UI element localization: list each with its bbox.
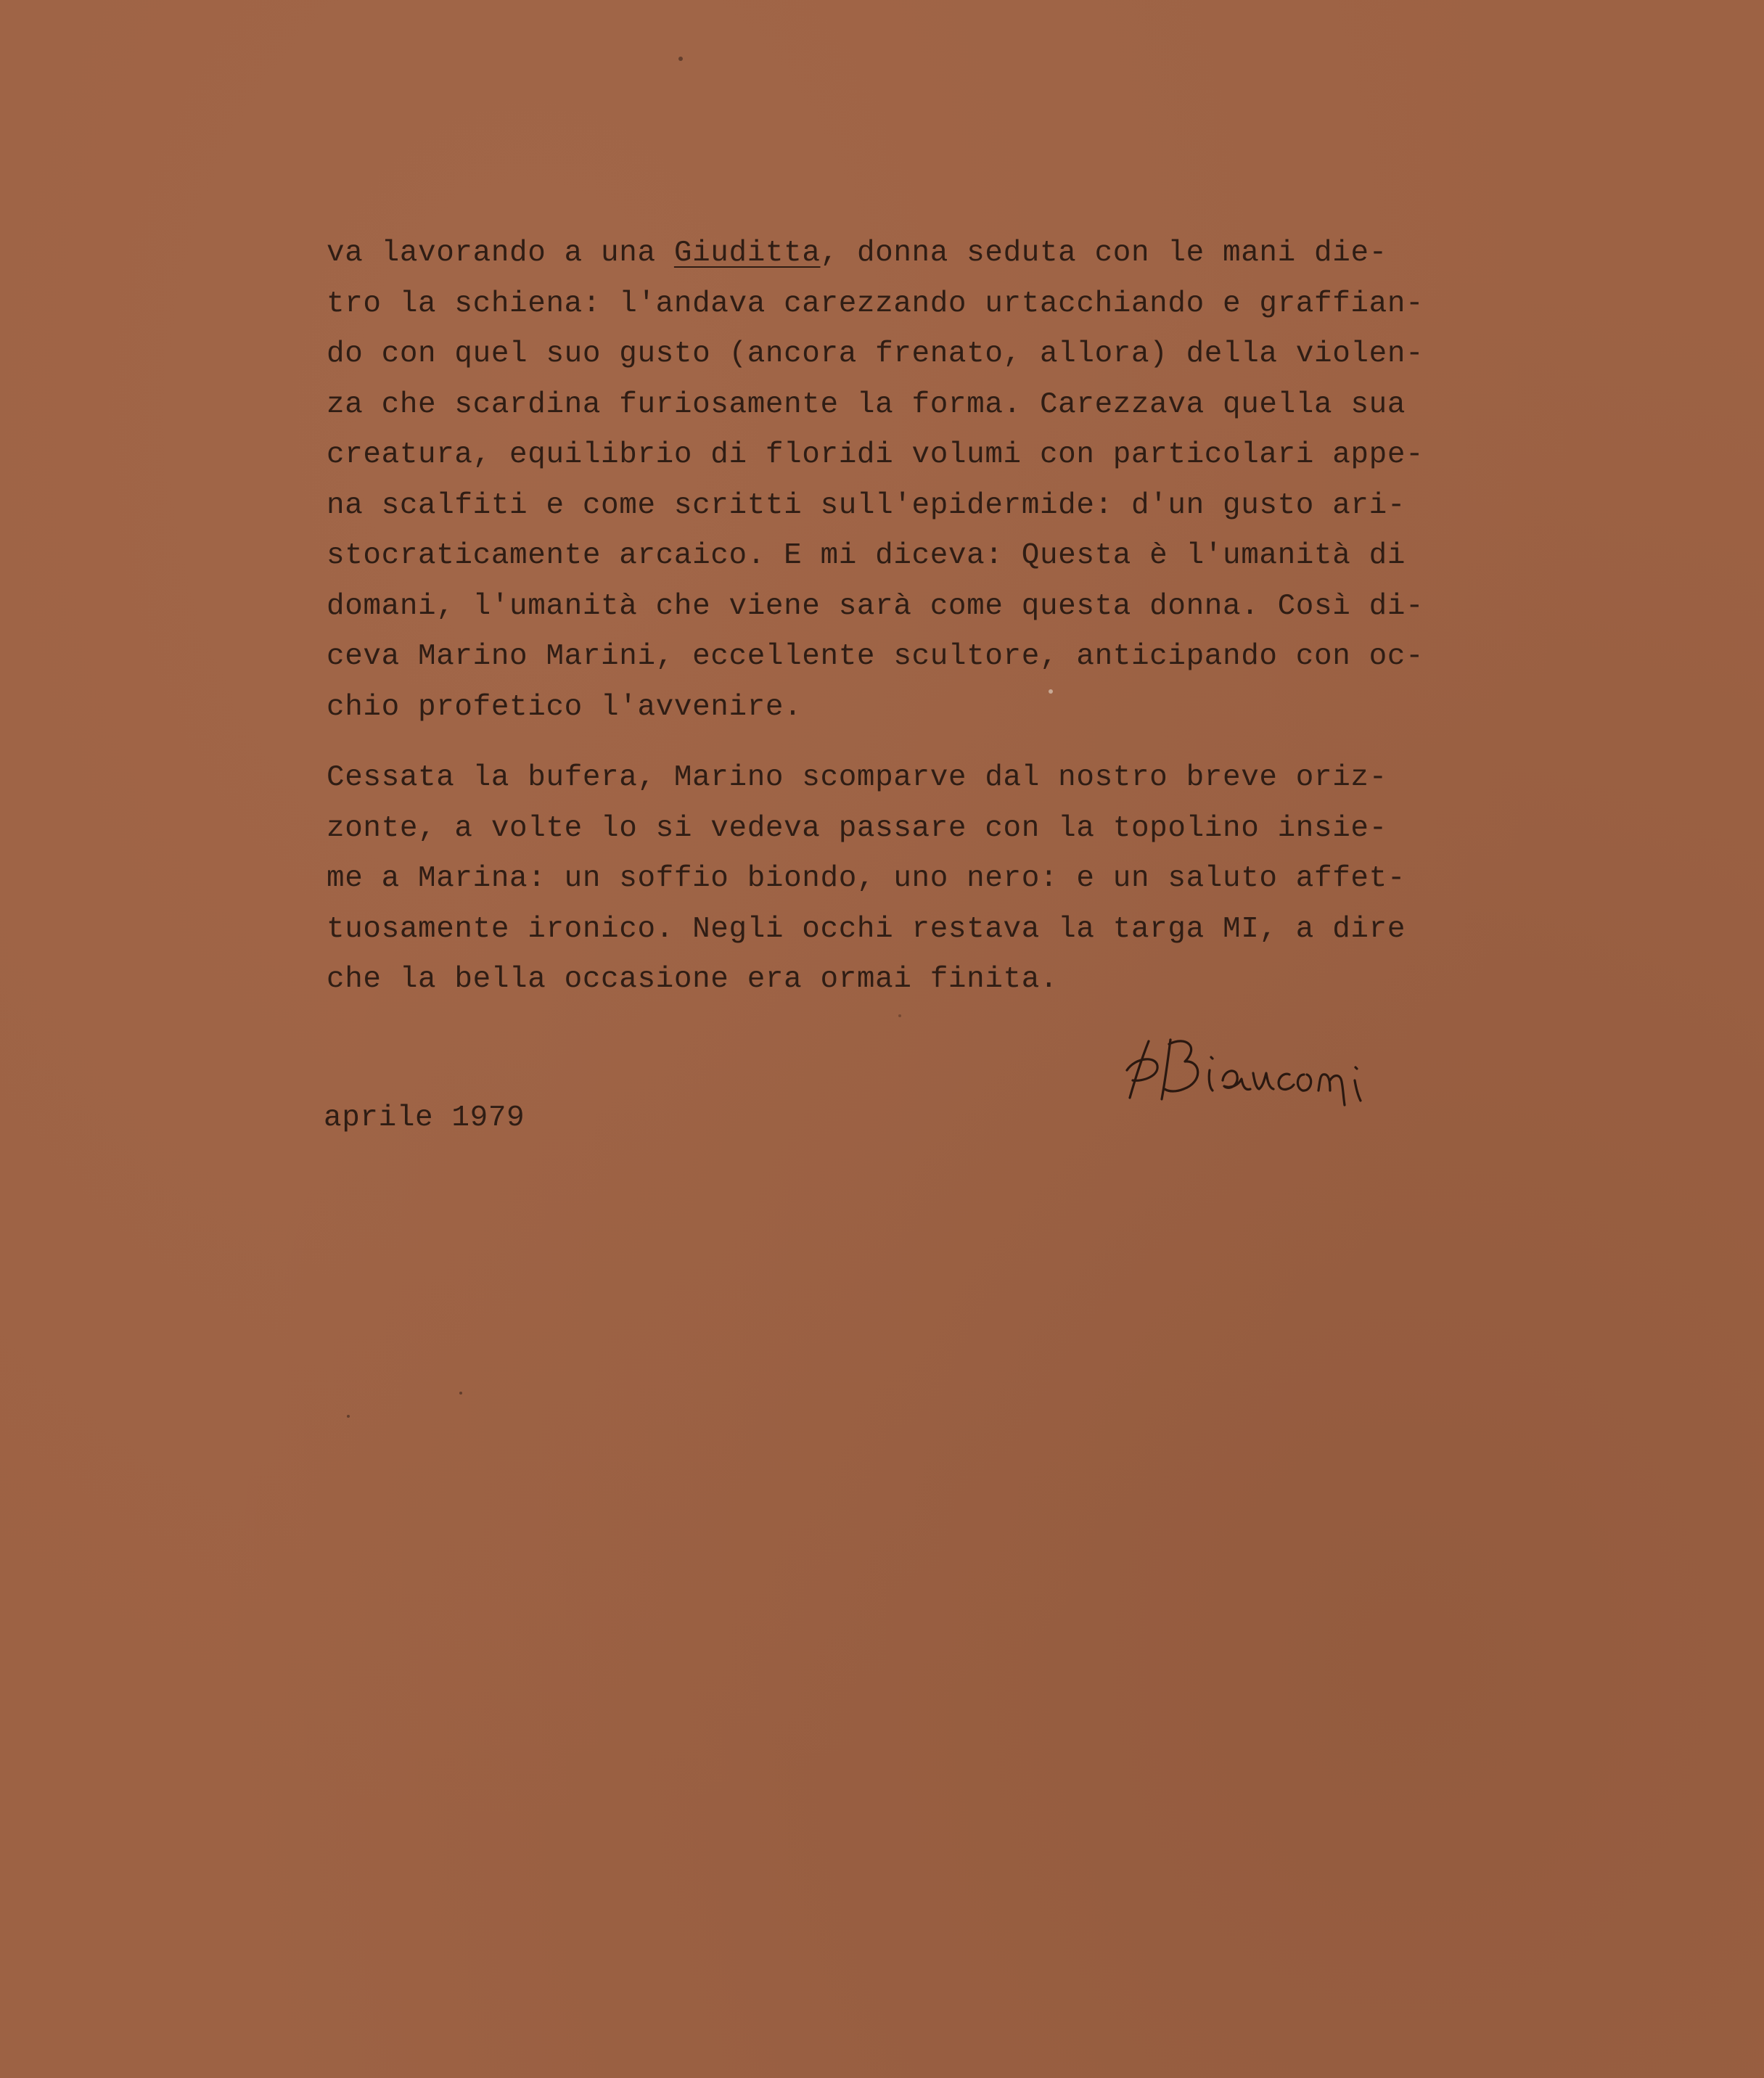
signature-stroke (1253, 1073, 1273, 1089)
paragraph-1 (327, 229, 1488, 733)
handwritten-signature (1114, 1019, 1375, 1121)
text-line: stocraticamente arcaico. E mi diceva: Questa è l'umanità di (327, 539, 1406, 572)
text-line: tuosamente ironico. Negli occhi restava la targa MI, a dire (327, 912, 1406, 946)
text-line: na scalfiti e come scritti sull'epidermide: d'un gusto ari- (327, 488, 1406, 522)
signature-stroke (1162, 1040, 1198, 1099)
text-line: tro la schiena: l'andava carezzando urtacchiando e graffian- (327, 287, 1424, 321)
text-fragment: va lavorando a una (327, 237, 674, 270)
text-line: zonte, a volte lo si vedeva passare con la topolino insie- (327, 811, 1387, 845)
signature-stroke (1355, 1067, 1361, 1101)
paper-speck (459, 1392, 462, 1395)
signature-stroke (1223, 1071, 1250, 1090)
date-line: aprile 1979 (324, 1101, 525, 1135)
text-line (327, 229, 1488, 279)
signature-stroke (1318, 1075, 1345, 1105)
underlined-title: Giuditta (673, 237, 821, 270)
typed-text (327, 229, 1488, 1006)
text-line: ceva Marino Marini, eccellente scultore, anticipando con oc- (327, 640, 1424, 673)
signature-stroke (1297, 1075, 1310, 1091)
paragraph-2 (327, 753, 1488, 1006)
text-line: Cessata la bufera, Marino scomparve dal nostro breve oriz- (327, 761, 1387, 794)
text-line: chio profetico l'avvenire. (327, 690, 803, 724)
text-line: do con quel suo gusto (ancora frenato, allora) della violen- (327, 337, 1424, 371)
text-line: me a Marina: un soffio biondo, uno nero: e un saluto affet- (327, 862, 1406, 895)
text-line: domani, l'umanità che viene sarà come questa donna. Così di- (327, 589, 1424, 623)
paper-speck (678, 57, 683, 61)
signature-stroke (1127, 1041, 1157, 1098)
text-line: za che scardina furiosamente la forma. Carezzava quella sua (327, 387, 1406, 422)
text-line: che la bella occasione era ormai finita. (327, 963, 1059, 996)
signature-stroke (1279, 1074, 1294, 1089)
paper-speck (347, 1415, 350, 1418)
paper-speck (898, 1014, 901, 1017)
signature-stroke (1209, 1057, 1213, 1091)
text-fragment: , donna seduta con le mani die- (820, 237, 1387, 270)
text-line: creatura, equilibrio di floridi volumi con particolari appe- (327, 438, 1424, 472)
